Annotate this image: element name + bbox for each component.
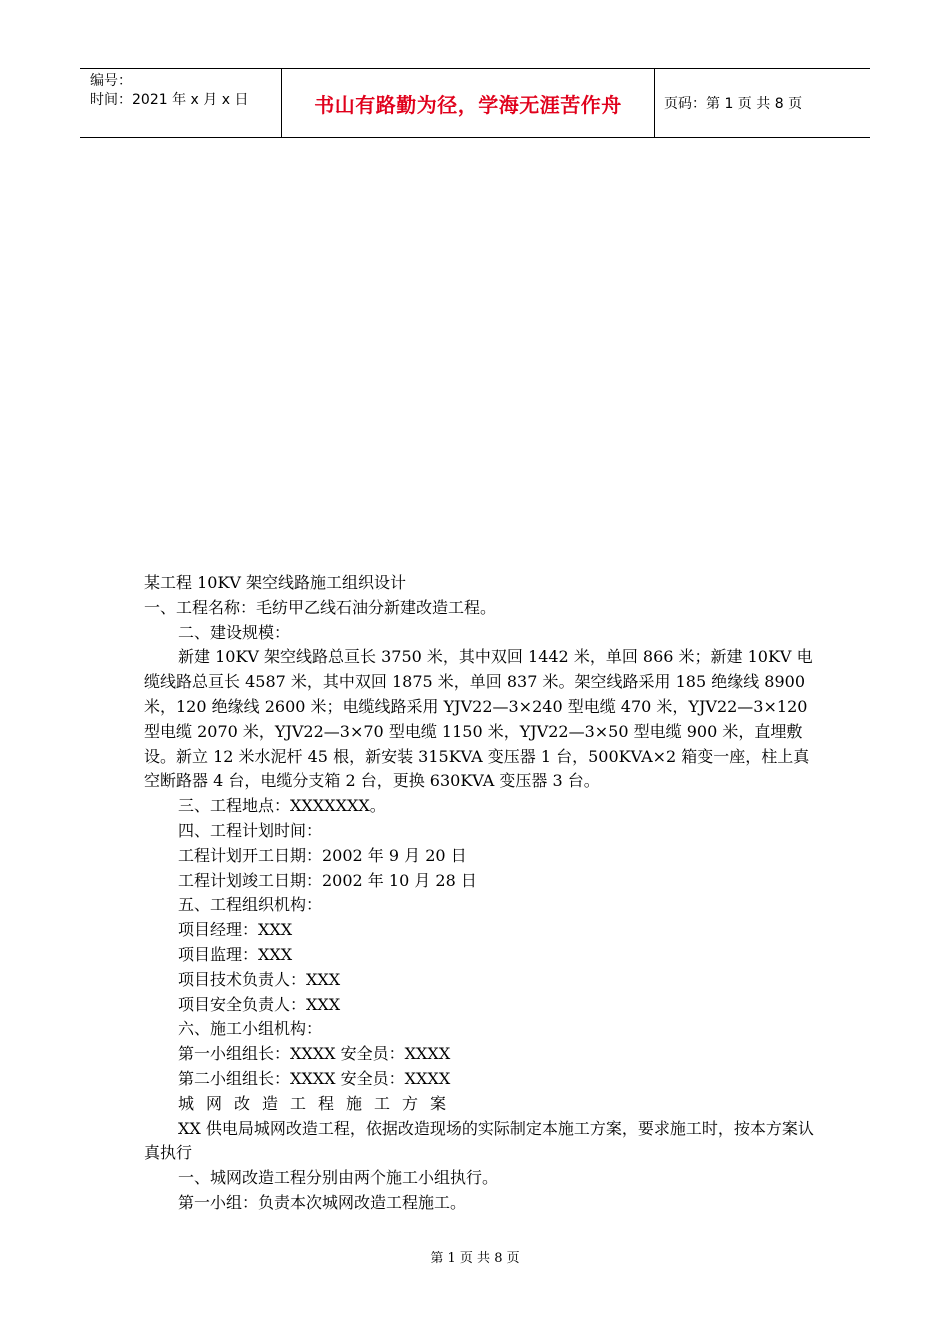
paragraph-plan-intro: XX 供电局城网改造工程，依据改造现场的实际制定本施工方案，要求施工时，按本方案认真执行	[144, 1118, 814, 1163]
paragraph-team-heading: 六、施工小组机构：	[178, 1019, 323, 1039]
paragraph-schedule-heading: 四、工程计划时间：	[178, 820, 323, 840]
header-motto-cell	[282, 69, 655, 137]
time-label: 时间：2021 年 x 月 x 日	[90, 92, 249, 108]
paragraph-start-date: 工程计划开工日期：2002 年 9 月 20 日	[178, 845, 467, 865]
paragraph-supervisor: 项目监理：XXX	[178, 944, 293, 964]
paragraph-team-1: 第一小组组长：XXXX 安全员：XXXX	[178, 1044, 451, 1064]
header-meta	[80, 69, 282, 137]
paragraph-team-2: 第二小组组长：XXXX 安全员：XXXX	[178, 1068, 451, 1088]
paragraph-end-date: 工程计划竣工日期：2002 年 10 月 28 日	[178, 870, 477, 890]
paragraph-location: 三、工程地点：XXXXXXX。	[178, 796, 386, 816]
page-info: 页码：第 1 页 共 8 页	[664, 96, 803, 112]
page-header	[80, 68, 870, 138]
page-footer: 第 1 页 共 8 页	[430, 1251, 520, 1266]
paragraph-scale-detail: 新建 10KV 架空线路总亘长 3750 米，其中双回 1442 米，单回 866 米；新建 10KV 电缆线路总亘长 4587 米，其中双回 1875 米，单回 837 米。架空线路采用 185 绝缘线 8900 米，120 绝缘线 2600 米；电缆线路采用 YJV22—3×240 型电缆 470 米，YJV22—3×120 型电缆 2070 米，YJV22—3×70 型电缆 1150 米，YJV22—3×50 型电缆 900 米，直埋敷设。新立 12 米水泥杆 45 根，新安装 315KVA 变压器 1 台，500KVA×2 箱变一座，柱上真空断路器 4 台，电缆分支箱 2 台，更换 630KVA 变压器 3 台。	[144, 647, 813, 791]
paragraph-scale-heading: 二、建设规模：	[178, 622, 291, 642]
number-label: 编号：	[90, 73, 132, 89]
paragraph-safety-lead: 项目安全负责人：XXX	[178, 994, 341, 1014]
paragraph-tech-lead: 项目技术负责人：XXX	[178, 969, 341, 989]
section-heading-plan: 城网改造工程施工方案	[178, 1093, 459, 1113]
motto-text: 书山有路勤为径，学海无涯苦作舟	[314, 92, 622, 117]
paragraph-project-name: 一、工程名称：毛纺甲乙线石油分新建改造工程。	[144, 597, 497, 617]
paragraph-plan-item-1: 一、城网改造工程分别由两个施工小组执行。	[178, 1168, 499, 1188]
paragraph-manager: 项目经理：XXX	[178, 920, 293, 940]
document-body	[144, 571, 814, 1216]
document-title: 某工程 10KV 架空线路施工组织设计	[144, 573, 407, 592]
paragraph-team-1-duty: 第一小组：负责本次城网改造工程施工。	[178, 1192, 467, 1212]
paragraph-org-heading: 五、工程组织机构：	[178, 895, 323, 915]
